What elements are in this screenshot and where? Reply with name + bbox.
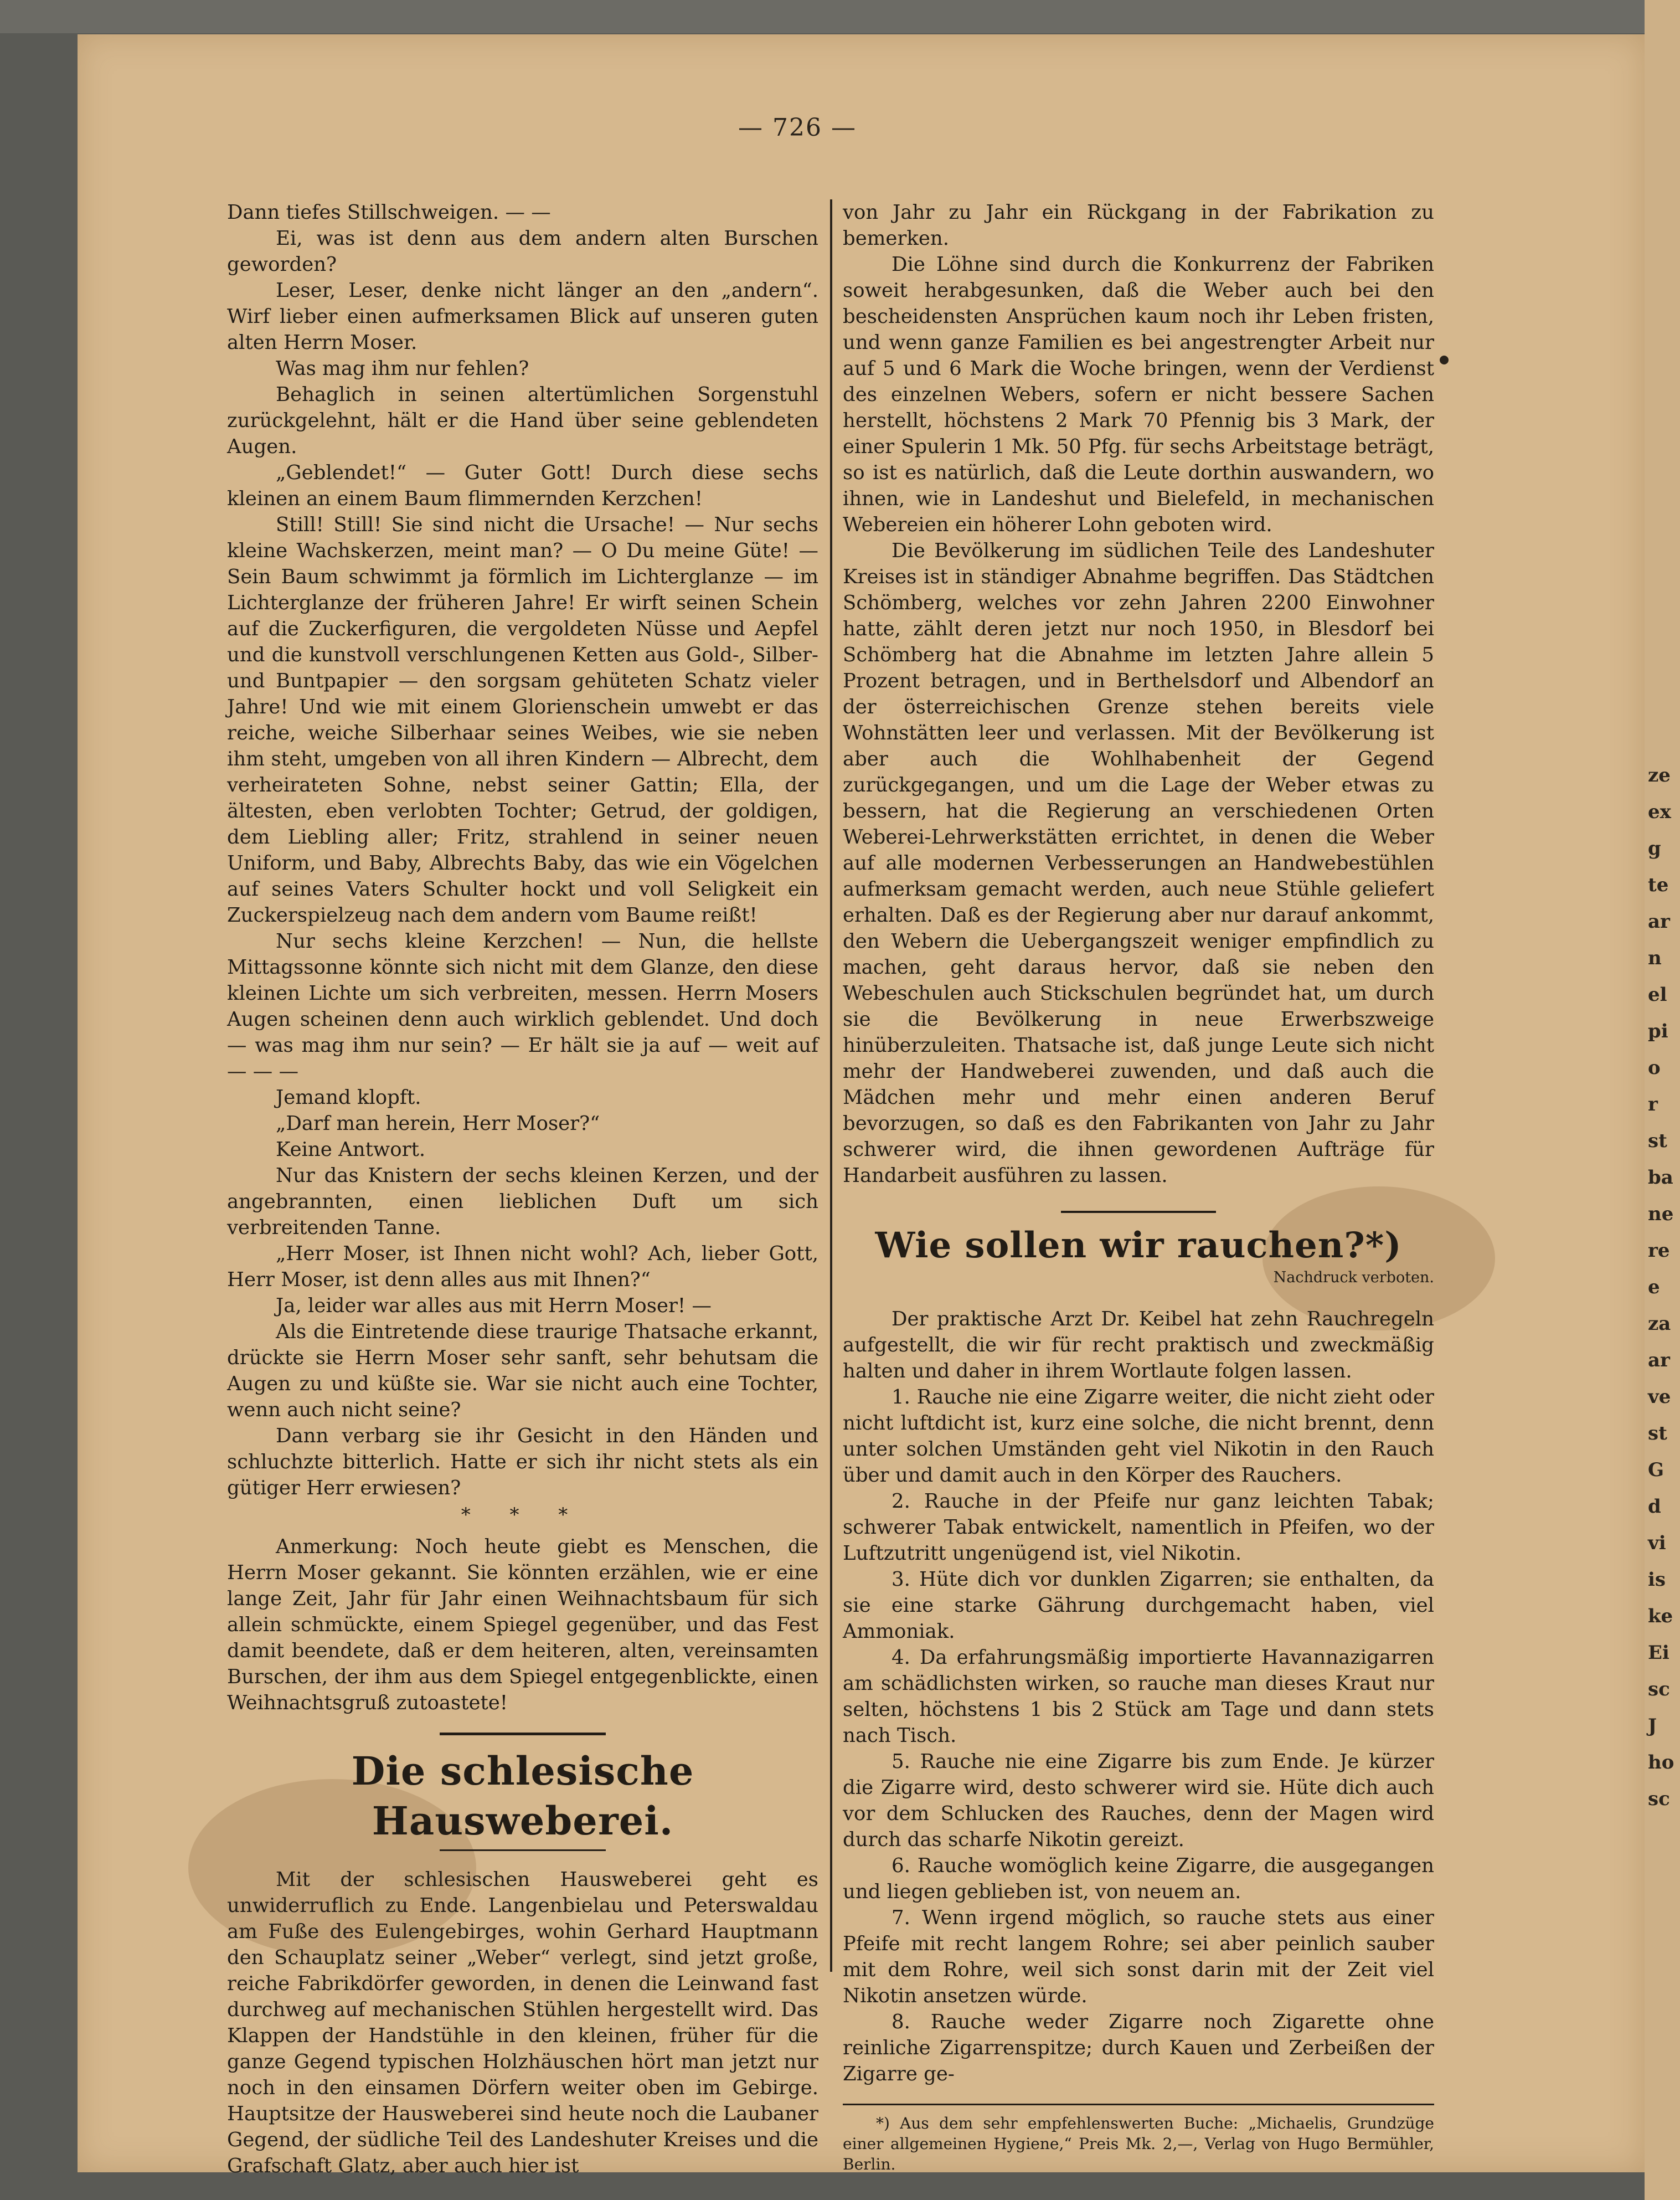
adjacent-page-fragment: sc	[1648, 1678, 1670, 1700]
smoking-rule: 4. Da erfahrungsmäßig importierte Havannazigarren am schädlichsten wirken, so rauche man dieses Kraut nur selten, höchstens 1 bis 2 Stück am Tage und dann stets nach Tisch.	[843, 1646, 1434, 1747]
adjacent-page-fragment: te	[1648, 874, 1669, 896]
column-divider	[830, 199, 832, 1972]
right-column	[843, 199, 1434, 2175]
adjacent-page-fragment: st	[1648, 1422, 1667, 1445]
article-text	[227, 1867, 818, 2179]
story-paragraph: Jemand klopft.	[276, 1086, 421, 1109]
adjacent-page-fragment: g	[1648, 837, 1661, 860]
story-paragraph: Als die Eintretende diese traurige Thatsache erkannt, drückte sie Herrn Moser sehr sanft, sehr behutsam die Augen zu und küßte sie. War sie nicht auch eine Tochter, wenn auch nicht seine?	[227, 1320, 818, 1421]
story-paragraph: Nur sechs kleine Kerzchen! — Nun, die hellste Mittagssonne könnte sich nicht mit dem Glanze, den diese kleinen Lichte um sich verbreiten, messen. Herrn Mosers Augen scheinen denn auch wirklich geblendet. Und doch — was mag ihm nur sein? — Er hält sie ja auf — weit auf — — —	[227, 930, 818, 1083]
story-paragraph: „Darf man herein, Herr Moser?“	[276, 1112, 600, 1135]
adjacent-page-fragment: za	[1648, 1313, 1671, 1335]
adjacent-page-fragment: e	[1648, 1276, 1660, 1298]
smoking-rule: 8. Rauche weder Zigarre noch Zigarette ohne reinliche Zigarrenspitze; durch Kauen und Zerbeißen der Zigarre ge-	[843, 2011, 1434, 2085]
story-note: Anmerkung: Noch heute giebt es Menschen, die Herrn Moser gekannt. Sie könnten erzählen, wie er eine lange Zeit, Jahr für Jahr einen Weihnachtsbaum für sich allein schmückte, einem Spiegel gegenüber, und das Fest damit beendete, daß er dem heiteren, alten, vereinsamten Burschen, der ihm aus dem Spiegel entgegenblickte, einen Weihnachtsgruß zutoastete!	[227, 1535, 818, 1714]
adjacent-page-fragment: G	[1648, 1459, 1664, 1481]
article-title-rauchen: Wie sollen wir rauchen?*)	[875, 1225, 1402, 1266]
story-paragraph: Was mag ihm nur fehlen?	[276, 357, 529, 380]
adjacent-page-fragment: n	[1648, 947, 1662, 969]
story-paragraph: „Geblendet!“ — Guter Gott! Durch diese sechs kleinen an einem Baum flimmernden Kerzchen!	[227, 461, 818, 510]
story-paragraph: Nur das Knistern der sechs kleinen Kerzen, und der angebrannten, einen lieblichen Duft um sich verbreitenden Tanne.	[227, 1164, 818, 1239]
adjacent-page-fragment: J	[1648, 1715, 1657, 1737]
smoking-rule: 3. Hüte dich vor dunklen Zigarren; sie enthalten, da sie eine starke Gährung durchgemacht haben, viel Ammoniak.	[843, 1568, 1434, 1643]
story-paragraph: Still! Still! Sie sind nicht die Ursache! — Nur sechs kleine Wachskerzen, meint man? — O Du meine Güte! — Sein Baum schwimmt ja förmlich im Lichterglanze — im Lichterglanze der früheren Jahre! Er wirft seinen Schein auf die Zuckerfiguren, die vergoldeten Nüsse und Aepfel und die kunstvoll verschlungenen Ketten aus Gold-, Silber- und Buntpapier — den sorgsam gehüteten Schatz vieler Jahre! Und wie mit einem Glorienschein umwebt er das reiche, weiche Silberhaar seines Weibes, wie sie neben ihm steht, umgeben von all ihren Kindern — Albrecht, dem verheirateten Sohne, nebst seiner Gattin; Ella, der ältesten, eben verlobten Tochter; Getrud, der goldigen, dem Liebling aller; Fritz, strahlend in seiner neuen Uniform, und Baby, Albrechts Baby, das wie ein Vögelchen auf seines Vaters Schulter hockt und voll Seligkeit ein Zuckerspielzeug nach dem andern vom Baume reißt!	[227, 513, 818, 927]
adjacent-page-fragment: re	[1648, 1240, 1670, 1262]
adjacent-page-fragment: pi	[1648, 1020, 1668, 1042]
smoking-rule: 2. Rauche in der Pfeife nur ganz leichten Tabak; schwerer Tabak entwickelt, namentlich in Pfeifen, wo der Luftzutritt ungenügend ist, viel Nikotin.	[843, 1490, 1434, 1565]
article-paragraph: Die Bevölkerung im südlichen Teile des Landeshuter Kreises ist in ständiger Abnahme begriffen. Das Städtchen Schömberg, welches vor zehn Jahren 2200 Einwohner hatte, zählt deren jetzt nur noch 1950, in Blesdorf bei Schömberg hat die Abnahme im letzten Jahre allein 5 Prozent betragen, und in Berthelsdorf und Albendorf an der österreichischen Grenze stehen bereits viele Wohnstätten leer und verlassen. Mit der Bevölkerung ist aber auch die Wohlhabenheit der Gegend zurückgegangen, und um die Lage der Weber etwas zu bessern, hat die Regierung an verschiedenen Orten Weberei-Lehrwerkstätten errichtet, in denen die Weber auf alle modernen Verbesserungen an Handwebestühlen aufmerksam gemacht werden, auch neue Stühle geliefert erhalten. Daß es der Regierung aber nur darauf ankommt, den Webern die Uebergangszeit weniger empfindlich zu machen, geht daraus hervor, daß sie neben den Webeschulen auch Stickschulen begründet hat, um durch sie die Bevölkerung in neue Erwerbszweige hinüberzuleiten. Thatsache ist, daß junge Leute sich nicht mehr der Handweberei zuwenden, und daß auch die Mädchen mehr und mehr einen anderen Beruf bevorzugen, so daß es den Fabrikanten von Jahr zu Jahr schwerer wird, die ihnen gewordenen Aufträge für Handarbeit ausführen zu lassen.	[843, 539, 1434, 1187]
article-paragraph: Mit der schlesischen Hausweberei geht es unwiderruflich zu Ende. Langenbielau und Peterswaldau am Fuße des Eulengebirges, wohin Gerhard Hauptmann den Schauplatz seiner „Weber“ verlegt, sind jetzt große, reiche Fabrikdörfer geworden, in denen die Leinwand fast durchweg auf mechanischen Stühlen hergestellt wird. Das Klappen der Handstühle in den kleinen, früher für die ganze Gegend typischen Holzhäuschen hört man jetzt nur noch in den einsamen Dörfern weiter oben im Gebirge. Hauptsitze der Hausweberei sind heute noch die Laubaner Gegend, der südliche Teil des Landeshuter Kreises und die Grafschaft Glatz, aber auch hier ist	[227, 1868, 818, 2177]
adjacent-page-fragment: is	[1648, 1569, 1666, 1591]
story-paragraph: Dann tiefes Stillschweigen. — —	[227, 201, 551, 224]
story-paragraph: Ei, was ist denn aus dem andern alten Burschen geworden?	[227, 227, 818, 276]
smoking-rule: 1. Rauche nie eine Zigarre weiter, die nicht zieht oder nicht luftdicht ist, kurz eine solche, die nicht brennt, denn unter solchen Umständen geht viel Nikotin in den Rauch über und damit auch in den Körper des Rauchers.	[843, 1386, 1434, 1487]
adjacent-page-fragment: o	[1648, 1057, 1661, 1079]
adjacent-page-fragment: r	[1648, 1093, 1658, 1116]
adjacent-page-fragment: ke	[1648, 1605, 1673, 1627]
ink-dot	[1440, 356, 1449, 364]
adjacent-page-edge	[1645, 0, 1680, 2200]
section-stars: * * *	[461, 1504, 585, 1526]
adjacent-page-fragment: ar	[1648, 1349, 1670, 1371]
title-underline	[440, 1849, 606, 1851]
smoking-rule: 7. Wenn irgend möglich, so rauche stets aus einer Pfeife mit recht langem Rohre; sei aber peinlich sauber mit dem Rohre, weil sich sonst darin mit der Zeit viel Nikotin ansetzen würde.	[843, 1906, 1434, 2007]
story-paragraph: Keine Antwort.	[276, 1138, 426, 1161]
reprint-notice: Nachdruck verboten.	[1273, 1269, 1434, 1286]
smoking-rules	[843, 1384, 1434, 2087]
adjacent-page-fragment: st	[1648, 1130, 1667, 1152]
article-paragraph: von Jahr zu Jahr ein Rückgang in der Fabrikation zu bemerken.	[843, 201, 1434, 250]
footnote-rule	[843, 2104, 1434, 2105]
article-paragraph: Die Löhne sind durch die Konkurrenz der Fabriken soweit herabgesunken, daß die Weber auch bei den bescheidensten Ansprüchen kaum noch ihr Leben fristen, und wenn ganze Familien es bei angestrengter Arbeit nur auf 5 und 6 Mark die Woche bringen, wenn der Verdienst des einzelnen Webers, sofern er nicht bessere Sachen herstellt, höchstens 2 Mark 70 Pfennig bis 3 Mark, der einer Spulerin 1 Mk. 50 Pfg. für sechs Arbeitstage beträgt, so ist es natürlich, daß die Leute dorthin auswandern, wo ihnen, wie in Landeshut und Bielefeld, in mechanischen Webereien ein höherer Lohn geboten wird.	[843, 253, 1434, 536]
adjacent-page-fragment: ho	[1648, 1751, 1674, 1774]
scan-background	[0, 0, 1680, 33]
adjacent-page-fragment: ne	[1648, 1203, 1674, 1225]
story-paragraph: „Herr Moser, ist Ihnen nicht wohl? Ach, lieber Gott, Herr Moser, ist denn alles aus mit Ihnen?“	[227, 1242, 818, 1291]
smoking-rule: 5. Rauche nie eine Zigarre bis zum Ende. Je kürzer die Zigarre wird, desto schwerer wird sie. Hüte dich auch vor dem Schlucken des Rauches, denn der Magen wird durch das scharfe Nikotin gereizt.	[843, 1750, 1434, 1851]
page-number: — 726 —	[738, 114, 857, 142]
adjacent-page-fragment: ar	[1648, 911, 1670, 933]
article-title-hausweberei: Die schlesische Hausweberei.	[351, 1748, 694, 1844]
left-column	[227, 199, 818, 2179]
adjacent-page-fragment: Ei	[1648, 1642, 1669, 1664]
story-paragraph: Dann verbarg sie ihr Gesicht in den Händen und schluchzte bitterlich. Hatte er sich ihr nicht stets als ein gütiger Herr erwiesen?	[227, 1425, 818, 1499]
adjacent-page-fragment: el	[1648, 984, 1667, 1006]
section-rule	[1061, 1211, 1216, 1213]
smoking-rule: 6. Rauche womöglich keine Zigarre, die ausgegangen und liegen geblieben ist, von neuem an.	[843, 1854, 1434, 1903]
adjacent-page-fragment: d	[1648, 1495, 1661, 1518]
story-paragraph: Behaglich in seinen altertümlichen Sorgenstuhl zurückgelehnt, hält er die Hand über seine geblendeten Augen.	[227, 383, 818, 458]
adjacent-page-fragment: ve	[1648, 1386, 1671, 1408]
footnote: *) Aus dem sehr empfehlenswerten Buche: „Michaelis, Grundzüge einer allgemeinen Hygiene,“ Preis Mk. 2,—, Verlag von Hugo Bermühler, Berlin.	[843, 2114, 1434, 2173]
article-continuation	[843, 199, 1434, 1189]
adjacent-page-fragment: ex	[1648, 801, 1671, 823]
adjacent-page-fragment: sc	[1648, 1788, 1670, 1810]
adjacent-page-fragment: vi	[1648, 1532, 1666, 1554]
story-text	[227, 199, 818, 1501]
title-rule	[440, 1733, 606, 1735]
adjacent-page-fragment: ba	[1648, 1166, 1673, 1189]
adjacent-page-fragment: ze	[1648, 764, 1671, 787]
story-paragraph: Ja, leider war alles aus mit Herrn Moser! —	[276, 1294, 712, 1317]
smoke-intro: Der praktische Arzt Dr. Keibel hat zehn Rauchregeln aufgestellt, die wir für recht praktisch und zweckmäßig halten und daher in ihrem Wortlaute folgen lassen.	[843, 1308, 1434, 1382]
story-paragraph: Leser, Leser, denke nicht länger an den „andern“. Wirf lieber einen aufmerksamen Blick auf unseren guten alten Herrn Moser.	[227, 279, 818, 354]
